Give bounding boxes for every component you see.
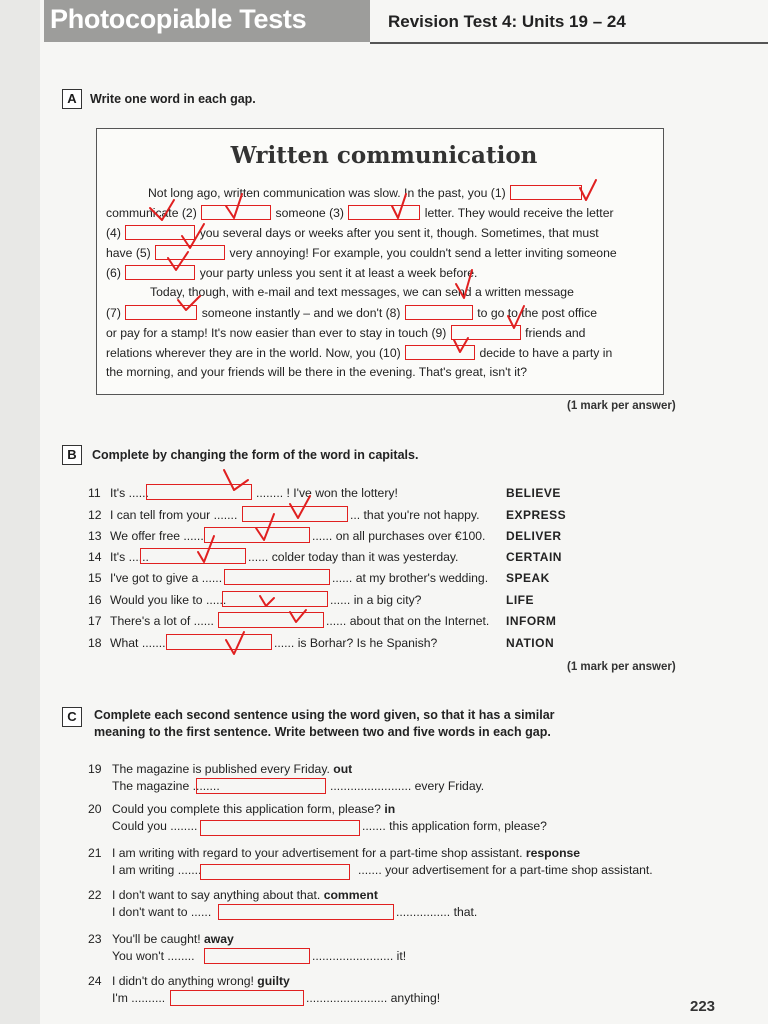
- passage-title: Written communication: [230, 142, 538, 169]
- item-text-after: ...... at my brother's wedding.: [332, 571, 489, 585]
- answer-box-12[interactable]: [242, 506, 348, 522]
- second-sentence-start: I don't want to ......: [112, 905, 212, 919]
- section-b-marks: (1 mark per answer): [567, 661, 676, 673]
- answer-box-21[interactable]: [200, 864, 350, 880]
- first-sentence: You'll be caught! away: [112, 932, 234, 946]
- item-number: 12: [88, 508, 102, 522]
- capital-word: LIFE: [506, 593, 534, 607]
- capital-word: EXPRESS: [506, 508, 567, 522]
- answer-box-2[interactable]: [201, 205, 271, 220]
- passage-line-3: (4) you several days or weeks after you sent it, though. Sometimes, that must: [106, 226, 599, 240]
- second-sentence-end: ........................ every Friday.: [330, 779, 485, 793]
- item-text-after: ... that you're not happy.: [350, 508, 480, 522]
- answer-box-15[interactable]: [224, 569, 330, 585]
- second-sentence-end: ........................ anything!: [306, 991, 441, 1005]
- answer-box-5[interactable]: [155, 245, 225, 260]
- answer-box-20[interactable]: [200, 820, 360, 836]
- answer-box-6[interactable]: [125, 265, 195, 280]
- answer-box-18[interactable]: [166, 634, 272, 650]
- answer-box-4[interactable]: [125, 225, 195, 240]
- second-sentence-end: ....... your advertisement for a part-time shop assistant.: [358, 863, 653, 877]
- first-sentence: I am writing with regard to your advertisement for a part-time shop assistant. response: [112, 846, 581, 860]
- answer-box-7[interactable]: [125, 305, 197, 320]
- key-word: guilty: [257, 974, 290, 988]
- passage-line-2: communicate (2) someone (3) letter. They would receive the letter: [106, 206, 614, 220]
- key-word: comment: [323, 888, 378, 902]
- item-number: 13: [88, 529, 102, 543]
- item-number: 18: [88, 636, 102, 650]
- second-sentence-start: I'm ..........: [112, 991, 166, 1005]
- header-rule: [370, 42, 768, 44]
- second-sentence-start: Could you ........: [112, 819, 198, 833]
- item-number: 16: [88, 593, 102, 607]
- second-sentence-start: The magazine ........: [112, 779, 220, 793]
- item-text-after: ...... on all purchases over €100.: [312, 529, 486, 543]
- second-sentence-start: You won't ........: [112, 949, 195, 963]
- section-a-instruction: Write one word in each gap.: [90, 92, 256, 106]
- item-number: 17: [88, 614, 102, 628]
- answer-box-10[interactable]: [405, 345, 475, 360]
- item-text-before: I've got to give a ......: [110, 571, 223, 585]
- second-sentence-end: ....... this application form, please?: [362, 819, 547, 833]
- passage-line-8: or pay for a stamp! It's now easier than ever to stay in touch (9) friends and: [106, 326, 586, 340]
- item-text-before: It's ......: [110, 486, 149, 500]
- passage-line-4: have (5) very annoying! For example, you couldn't send a letter inviting someone: [106, 246, 617, 260]
- passage-line-1: Not long ago, written communication was slow. In the past, you (1): [148, 185, 583, 200]
- second-sentence-end: ................ that.: [396, 905, 478, 919]
- answer-box-13[interactable]: [204, 527, 310, 543]
- answer-box-19[interactable]: [196, 778, 326, 794]
- first-sentence: The magazine is published every Friday. out: [112, 762, 353, 776]
- item-text-after: ........ ! I've won the lottery!: [256, 486, 398, 500]
- first-sentence: I don't want to say anything about that. comment: [112, 888, 378, 902]
- item-text-before: Would you like to ......: [110, 593, 227, 607]
- key-word: response: [525, 846, 581, 860]
- item-text-before: We offer free ......: [110, 529, 204, 543]
- section-a-marks: (1 mark per answer): [567, 400, 676, 412]
- first-sentence: I didn't do anything wrong! guilty: [112, 974, 290, 988]
- item-text-before: There's a lot of ......: [110, 614, 214, 628]
- capital-word: CERTAIN: [506, 550, 562, 564]
- item-text-after: ...... in a big city?: [330, 593, 422, 607]
- capital-word: DELIVER: [506, 529, 562, 543]
- item-number: 23: [88, 932, 102, 946]
- answer-box-11[interactable]: [146, 484, 252, 500]
- item-text-before: I can tell from your .......: [110, 508, 238, 522]
- key-word: away: [204, 932, 234, 946]
- key-word: out: [333, 762, 353, 776]
- item-number: 22: [88, 888, 102, 902]
- capital-word: NATION: [506, 636, 555, 650]
- capital-word: SPEAK: [506, 571, 550, 585]
- page-number: 223: [690, 998, 716, 1015]
- section-c-instruction-1: Complete each second sentence using the word given, so that it has a similar: [94, 708, 555, 722]
- first-sentence: Could you complete this application form, please? in: [112, 802, 396, 816]
- capital-word: BELIEVE: [506, 486, 561, 500]
- item-number: 21: [88, 846, 102, 860]
- section-c-instruction-2: meaning to the first sentence. Write between two and five words in each gap.: [94, 725, 551, 739]
- header-subtitle: Revision Test 4: Units 19 – 24: [388, 12, 626, 31]
- passage-line-6: Today, though, with e-mail and text messages, we can send a written message: [150, 285, 574, 299]
- answer-box-17[interactable]: [218, 612, 324, 628]
- answer-box-3[interactable]: [348, 205, 420, 220]
- item-number: 11: [88, 486, 101, 500]
- key-word: in: [384, 802, 396, 816]
- item-number: 14: [88, 550, 102, 564]
- passage-line-7: (7) someone instantly – and we don't (8) to go to the post office: [106, 306, 597, 320]
- passage-line-5: (6) your party unless you sent it at least a week before.: [106, 266, 478, 280]
- header-title: Photocopiable Tests: [50, 4, 307, 34]
- item-number: 15: [88, 571, 102, 585]
- answer-box-16[interactable]: [222, 591, 328, 607]
- item-number: 24: [88, 974, 102, 988]
- section-a-letter: A: [62, 89, 82, 109]
- item-text-after: ...... is Borhar? Is he Spanish?: [274, 636, 438, 650]
- answer-box-24[interactable]: [170, 990, 304, 1006]
- answer-box-1[interactable]: [510, 185, 582, 200]
- capital-word: INFORM: [506, 614, 557, 628]
- answer-box-8[interactable]: [405, 305, 473, 320]
- second-sentence-start: I am writing .......: [112, 863, 202, 877]
- section-b-instruction: Complete by changing the form of the word in capitals.: [92, 448, 419, 462]
- item-text-after: ...... colder today than it was yesterday.: [248, 550, 459, 564]
- item-number: 20: [88, 802, 102, 816]
- item-text-after: ...... about that on the Internet.: [326, 614, 490, 628]
- item-text-before: It's ......: [110, 550, 149, 564]
- second-sentence-end: ........................ it!: [312, 949, 407, 963]
- passage-line-9: relations wherever they are in the world. Now, you (10) decide to have a party in: [106, 346, 613, 360]
- answer-box-9[interactable]: [451, 325, 521, 340]
- section-b-letter: B: [62, 445, 82, 465]
- answer-box-22[interactable]: [218, 904, 394, 920]
- item-number: 19: [88, 762, 102, 776]
- section-c-letter: C: [62, 707, 82, 727]
- answer-box-14[interactable]: [140, 548, 246, 564]
- answer-box-23[interactable]: [204, 948, 310, 964]
- item-text-before: What .......: [110, 636, 166, 650]
- passage-line-10: the morning, and your friends will be there in the evening. That's great, isn't it?: [106, 365, 528, 379]
